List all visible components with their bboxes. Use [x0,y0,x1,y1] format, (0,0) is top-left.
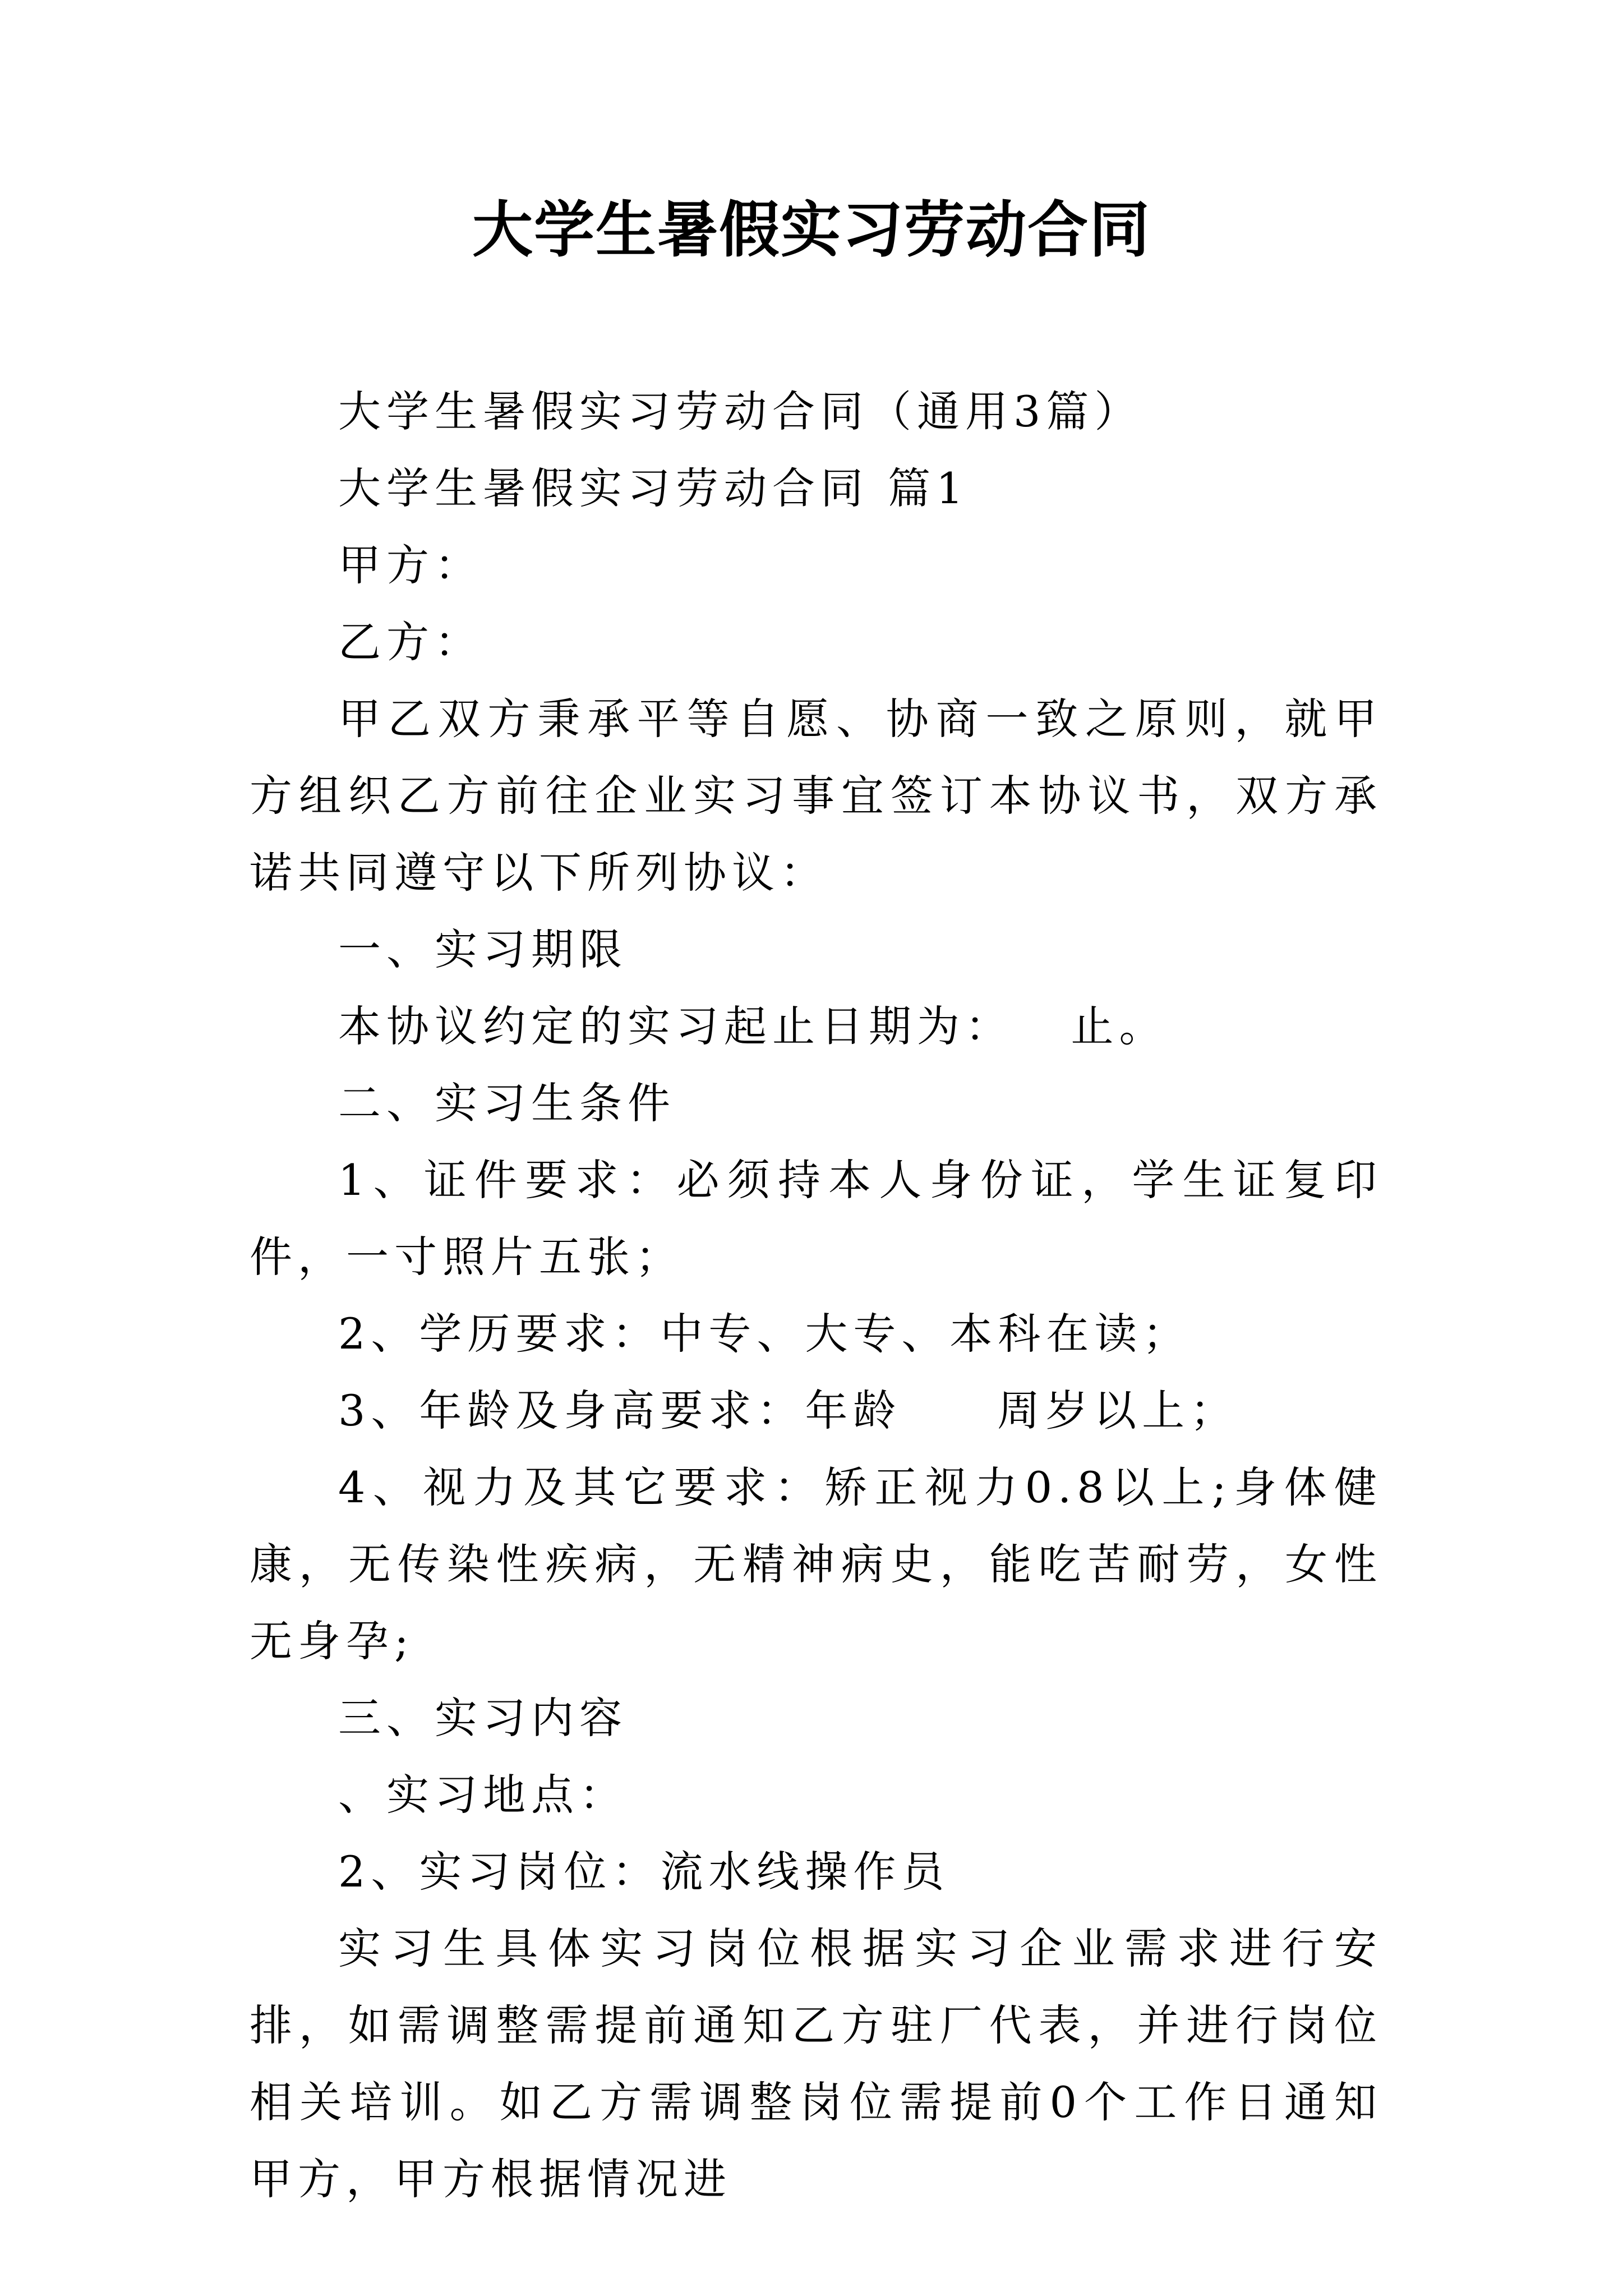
paragraph-condition-vision: 4、视力及其它要求：矫正视力0.8以上;身体健康，无传染性疾病，无精神病史，能吃苦耐劳，女性无身孕; [250,1462,1382,1666]
paragraph-condition-age: 3、年龄及身高要求：年龄 周岁以上； [338,1386,1239,1435]
paragraph-section-heading: 大学生暑假实习劳动合同 篇1 [338,463,969,513]
paragraph-position: 2、实习岗位：流水线操作员 [338,1847,950,1897]
paragraph-condition-documents: 1、证件要求：必须持本人身份证，学生证复印件，一寸照片五张； [250,1155,1382,1282]
paragraph-intro: 甲乙双方秉承平等自愿、协商一致之原则，就甲方组织乙方前往企业实习事宜签订本协议书，双方承诺共同遵守以下所列协议： [250,694,1382,898]
paragraph-party-b: 乙方： [338,617,483,667]
document-body [250,373,1382,2217]
paragraph-term-dates: 本协议约定的实习起止日期为： 止。 [338,1001,1168,1051]
paragraph-position-details: 实习生具体实习岗位根据实习企业需求进行安排，如需调整需提前通知乙方驻厂代表，并进行岗位相关培训。如乙方需调整岗位需提前0个工作日通知甲方，甲方根据情况进 [250,1924,1382,2204]
paragraph-condition-education: 2、学历要求：中专、大专、本科在读； [338,1309,1191,1359]
paragraph-heading-content: 三、实习内容 [338,1693,628,1743]
document-title: 大学生暑假实习劳动合同 [472,195,1151,265]
paragraph-party-a: 甲方： [338,540,483,590]
paragraph-location: 、实习地点： [338,1770,628,1820]
paragraph-subtitle: 大学生暑假实习劳动合同（通用3篇） [338,386,1143,436]
paragraph-heading-term: 一、实习期限 [338,924,628,974]
paragraph-heading-conditions: 二、实习生条件 [338,1078,676,1128]
